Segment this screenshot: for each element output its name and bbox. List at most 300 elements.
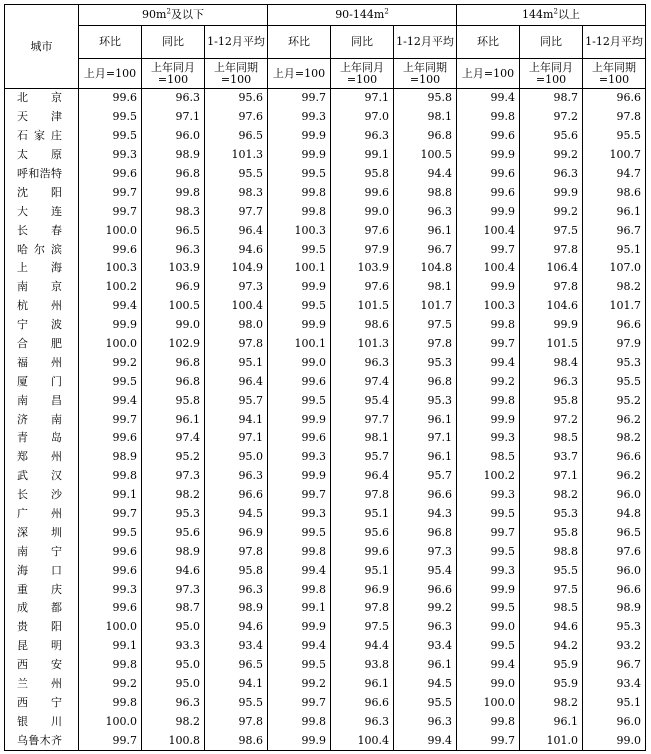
index-value-cell: 99.8 (457, 108, 520, 127)
index-value-cell: 93.4 (205, 637, 268, 656)
index-value-cell: 96.4 (205, 372, 268, 391)
index-value-cell: 97.1 (520, 467, 583, 486)
city-name-cell (5, 240, 79, 259)
table-row (5, 542, 646, 561)
index-value-cell: 96.6 (205, 486, 268, 505)
index-value-cell: 96.5 (583, 523, 646, 542)
city-name-cell (5, 467, 79, 486)
index-value-cell: 94.5 (205, 505, 268, 524)
index-value-cell: 96.0 (583, 486, 646, 505)
table-row (5, 561, 646, 580)
index-value-cell: 98.8 (394, 183, 457, 202)
index-value-cell: 95.3 (142, 505, 205, 524)
index-value-cell: 97.9 (583, 335, 646, 354)
index-value-cell: 99.6 (79, 561, 142, 580)
index-value-cell: 97.1 (331, 89, 394, 108)
index-value-cell: 95.3 (583, 353, 646, 372)
index-value-cell: 96.5 (205, 127, 268, 146)
index-value-cell: 98.5 (520, 599, 583, 618)
index-value-cell: 95.1 (583, 694, 646, 713)
index-value-cell: 98.1 (331, 429, 394, 448)
city-name-cell (5, 165, 79, 184)
index-value-cell: 96.3 (142, 240, 205, 259)
city-name-cell (5, 731, 79, 750)
city-name: 乌鲁木齐 (17, 733, 62, 747)
city-name-cell (5, 561, 79, 580)
sub-header-cell: 1-12月平均 (394, 26, 457, 59)
city-name: 沈阳 (17, 185, 62, 199)
index-value-cell: 100.1 (268, 335, 331, 354)
table-row (5, 410, 646, 429)
index-value-cell: 95.7 (331, 448, 394, 467)
city-name-cell (5, 523, 79, 542)
index-value-cell: 95.8 (331, 165, 394, 184)
index-value-cell: 99.7 (79, 410, 142, 429)
index-value-cell: 99.5 (457, 599, 520, 618)
index-value-cell: 94.1 (205, 675, 268, 694)
city-name-cell (5, 146, 79, 165)
index-value-cell: 95.0 (142, 618, 205, 637)
index-value-cell: 99.5 (268, 165, 331, 184)
index-value-cell: 99.8 (79, 694, 142, 713)
group-header-medium: $90-144m^2$ (268, 5, 457, 26)
sub-header-row (5, 26, 646, 59)
index-value-cell: 102.9 (142, 335, 205, 354)
city-name-cell (5, 259, 79, 278)
index-value-cell: 99.3 (268, 505, 331, 524)
index-value-cell: 100.2 (457, 467, 520, 486)
index-value-cell: 99.2 (520, 146, 583, 165)
city-name-cell (5, 316, 79, 335)
index-value-cell: 94.1 (205, 410, 268, 429)
index-value-cell: 95.3 (394, 391, 457, 410)
index-value-cell: 96.9 (142, 278, 205, 297)
index-value-cell: 99.5 (79, 127, 142, 146)
city-name-cell (5, 675, 79, 694)
index-value-cell: 96.3 (331, 712, 394, 731)
city-column-header: 城市 (5, 5, 79, 89)
index-value-cell: 99.9 (268, 316, 331, 335)
index-value-cell: 99.6 (331, 183, 394, 202)
city-name: 济南 (17, 412, 62, 426)
city-name: 哈尔滨 (17, 242, 62, 256)
index-value-cell: 97.3 (205, 278, 268, 297)
city-name-cell (5, 618, 79, 637)
index-value-cell: 99.3 (79, 146, 142, 165)
index-value-cell: 97.8 (205, 542, 268, 561)
index-value-cell: 95.0 (142, 656, 205, 675)
index-value-cell: 99.8 (268, 580, 331, 599)
index-value-cell: 99.3 (268, 448, 331, 467)
index-value-cell: 101.3 (205, 146, 268, 165)
index-value-cell: 95.2 (142, 448, 205, 467)
index-value-cell: 99.8 (268, 183, 331, 202)
city-name: 武汉 (17, 469, 62, 483)
index-value-cell: 97.6 (331, 221, 394, 240)
index-value-cell: 99.8 (79, 467, 142, 486)
index-value-cell: 99.5 (79, 372, 142, 391)
index-value-cell: 98.2 (142, 712, 205, 731)
index-value-cell: 98.6 (205, 731, 268, 750)
table-row (5, 240, 646, 259)
city-name-cell (5, 448, 79, 467)
city-name-cell (5, 335, 79, 354)
index-value-cell: 100.0 (79, 712, 142, 731)
city-name: 长春 (17, 223, 62, 237)
index-value-cell: 98.1 (394, 278, 457, 297)
index-value-cell: 96.3 (331, 353, 394, 372)
index-value-cell: 97.8 (331, 599, 394, 618)
index-value-cell: 95.5 (394, 694, 457, 713)
city-name: 贵阳 (17, 620, 62, 634)
table-row (5, 127, 646, 146)
index-value-cell: 96.0 (142, 127, 205, 146)
table-row (5, 637, 646, 656)
city-name: 上海 (17, 261, 62, 275)
index-value-cell: 96.8 (394, 372, 457, 391)
index-value-cell: 96.6 (583, 316, 646, 335)
base-header-cell: 上年同月=100 (520, 59, 583, 89)
index-value-cell: 95.8 (205, 561, 268, 580)
index-value-cell: 93.3 (142, 637, 205, 656)
index-value-cell: 99.5 (268, 656, 331, 675)
index-value-cell: 99.7 (268, 694, 331, 713)
sub-header-cell: 1-12月平均 (583, 26, 646, 59)
index-value-cell: 96.3 (142, 89, 205, 108)
index-value-cell: 95.7 (394, 467, 457, 486)
index-value-cell: 95.8 (394, 89, 457, 108)
index-value-cell: 97.8 (520, 278, 583, 297)
group-header-small: $90m^2$及以下 (79, 5, 268, 26)
index-value-cell: 99.5 (268, 297, 331, 316)
index-value-cell: 99.2 (394, 599, 457, 618)
index-value-cell: 96.1 (583, 202, 646, 221)
index-value-cell: 99.2 (520, 202, 583, 221)
table-row (5, 353, 646, 372)
index-value-cell: 99.0 (457, 675, 520, 694)
index-value-cell: 97.5 (331, 618, 394, 637)
index-value-cell: 97.1 (394, 429, 457, 448)
city-name: 福州 (17, 355, 62, 369)
table-row (5, 278, 646, 297)
index-value-cell: 99.8 (268, 712, 331, 731)
city-name-cell (5, 505, 79, 524)
index-value-cell: 96.9 (331, 580, 394, 599)
table-row (5, 221, 646, 240)
index-value-cell: 96.6 (583, 89, 646, 108)
index-value-cell: 99.9 (268, 127, 331, 146)
index-value-cell: 97.2 (520, 410, 583, 429)
index-value-cell: 99.4 (79, 391, 142, 410)
table-row (5, 372, 646, 391)
index-value-cell: 96.3 (520, 372, 583, 391)
index-value-cell: 100.4 (331, 731, 394, 750)
index-value-cell: 96.8 (142, 353, 205, 372)
city-name-cell (5, 108, 79, 127)
index-value-cell: 99.8 (268, 542, 331, 561)
index-value-cell: 96.8 (394, 127, 457, 146)
index-value-cell: 99.5 (268, 523, 331, 542)
index-value-cell: 98.7 (142, 599, 205, 618)
city-name: 兰州 (17, 677, 62, 691)
index-value-cell: 98.9 (205, 599, 268, 618)
index-value-cell: 99.6 (268, 372, 331, 391)
index-value-cell: 99.9 (268, 467, 331, 486)
index-value-cell: 96.3 (205, 467, 268, 486)
index-value-cell: 99.4 (457, 353, 520, 372)
table-row (5, 391, 646, 410)
index-value-cell: 99.9 (457, 410, 520, 429)
index-value-cell: 99.8 (142, 183, 205, 202)
index-value-cell: 98.9 (583, 599, 646, 618)
index-value-cell: 97.8 (331, 486, 394, 505)
index-value-cell: 99.6 (79, 165, 142, 184)
city-name-cell (5, 278, 79, 297)
index-value-cell: 95.6 (142, 523, 205, 542)
index-value-cell: 95.6 (520, 127, 583, 146)
sub-header-cell: 环比 (268, 26, 331, 59)
index-value-cell: 97.1 (205, 429, 268, 448)
index-value-cell: 99.4 (394, 731, 457, 750)
index-value-cell: 98.6 (583, 183, 646, 202)
index-value-cell: 99.3 (79, 580, 142, 599)
index-value-cell: 94.7 (583, 165, 646, 184)
index-value-cell: 96.1 (394, 410, 457, 429)
index-value-cell: 97.8 (583, 108, 646, 127)
index-value-cell: 99.7 (79, 202, 142, 221)
index-value-cell: 97.0 (331, 108, 394, 127)
index-value-cell: 100.5 (394, 146, 457, 165)
table-row (5, 448, 646, 467)
index-value-cell: 95.9 (520, 675, 583, 694)
index-value-cell: 98.2 (583, 278, 646, 297)
city-name-cell (5, 221, 79, 240)
index-value-cell: 99.3 (457, 486, 520, 505)
index-value-cell: 99.2 (79, 353, 142, 372)
table-body (5, 89, 646, 751)
index-value-cell: 97.8 (205, 335, 268, 354)
index-value-cell: 98.9 (142, 542, 205, 561)
index-value-cell: 99.9 (268, 410, 331, 429)
index-value-cell: 96.4 (331, 467, 394, 486)
index-value-cell: 96.7 (394, 240, 457, 259)
index-value-cell: 99.0 (268, 353, 331, 372)
index-value-cell: 99.7 (457, 731, 520, 750)
index-value-cell: 99.0 (331, 202, 394, 221)
index-value-cell: 99.6 (457, 127, 520, 146)
index-value-cell: 93.8 (331, 656, 394, 675)
table-row (5, 297, 646, 316)
index-value-cell: 99.9 (457, 202, 520, 221)
city-name-cell (5, 694, 79, 713)
index-value-cell: 93.4 (583, 675, 646, 694)
index-value-cell: 100.4 (205, 297, 268, 316)
index-value-cell: 99.1 (268, 599, 331, 618)
sub-header-cell: 1-12月平均 (205, 26, 268, 59)
index-value-cell: 99.5 (268, 391, 331, 410)
index-value-cell: 96.3 (394, 712, 457, 731)
index-value-cell: 95.4 (394, 561, 457, 580)
index-value-cell: 97.3 (394, 542, 457, 561)
table-row (5, 316, 646, 335)
index-value-cell: 96.8 (142, 165, 205, 184)
index-value-cell: 99.7 (457, 335, 520, 354)
index-value-cell: 97.2 (520, 108, 583, 127)
city-name-cell (5, 486, 79, 505)
index-value-cell: 100.7 (583, 146, 646, 165)
index-value-cell: 96.0 (583, 712, 646, 731)
city-name-cell (5, 89, 79, 108)
index-value-cell: 96.3 (394, 202, 457, 221)
index-value-cell: 99.9 (268, 618, 331, 637)
index-value-cell: 96.8 (142, 372, 205, 391)
city-name: 厦门 (17, 374, 62, 388)
index-value-cell: 96.2 (583, 467, 646, 486)
index-value-cell: 99.1 (79, 637, 142, 656)
index-value-cell: 99.6 (268, 429, 331, 448)
index-value-cell: 100.2 (79, 278, 142, 297)
city-name: 西宁 (17, 695, 62, 709)
index-value-cell: 98.2 (520, 486, 583, 505)
index-value-cell: 99.6 (79, 429, 142, 448)
city-name: 西安 (17, 658, 62, 672)
index-value-cell: 99.2 (457, 372, 520, 391)
base-header-row (5, 59, 646, 89)
index-value-cell: 99.3 (457, 561, 520, 580)
base-header-cell: 上月=100 (457, 59, 520, 89)
index-value-cell: 103.9 (331, 259, 394, 278)
index-value-cell: 96.3 (142, 694, 205, 713)
city-name-cell (5, 183, 79, 202)
index-value-cell: 97.9 (331, 240, 394, 259)
city-name: 深圳 (17, 525, 62, 539)
index-value-cell: 99.2 (79, 675, 142, 694)
table-row (5, 580, 646, 599)
table-row (5, 335, 646, 354)
city-name-cell (5, 599, 79, 618)
city-name: 呼和浩特 (17, 167, 62, 180)
city-name: 重庆 (17, 582, 62, 596)
index-value-cell: 95.8 (142, 391, 205, 410)
index-value-cell: 100.8 (142, 731, 205, 750)
index-value-cell: 97.5 (520, 221, 583, 240)
index-value-cell: 96.3 (520, 165, 583, 184)
index-value-cell: 99.4 (268, 561, 331, 580)
index-value-cell: 99.1 (79, 486, 142, 505)
index-value-cell: 99.7 (79, 183, 142, 202)
index-value-cell: 100.0 (79, 335, 142, 354)
index-value-cell: 94.2 (520, 637, 583, 656)
index-value-cell: 96.2 (583, 410, 646, 429)
index-value-cell: 100.3 (79, 259, 142, 278)
index-value-cell: 95.3 (394, 353, 457, 372)
index-value-cell: 100.4 (457, 221, 520, 240)
city-name-cell (5, 542, 79, 561)
city-name: 南昌 (17, 393, 62, 407)
city-name: 广州 (17, 507, 62, 521)
index-value-cell: 99.0 (457, 618, 520, 637)
index-value-cell: 95.5 (205, 694, 268, 713)
index-value-cell: 95.8 (520, 391, 583, 410)
city-name: 天津 (17, 110, 62, 124)
city-name-cell (5, 712, 79, 731)
index-value-cell: 98.2 (583, 429, 646, 448)
table-row (5, 259, 646, 278)
index-value-cell: 95.4 (331, 391, 394, 410)
index-value-cell: 100.3 (268, 221, 331, 240)
index-value-cell: 99.5 (457, 505, 520, 524)
index-value-cell: 99.6 (79, 240, 142, 259)
index-value-cell: 95.2 (583, 391, 646, 410)
index-value-cell: 99.8 (268, 202, 331, 221)
city-name: 太原 (17, 148, 62, 162)
index-value-cell: 95.5 (583, 127, 646, 146)
index-value-cell: 98.5 (520, 429, 583, 448)
index-value-cell: 101.0 (520, 731, 583, 750)
index-value-cell: 99.4 (268, 637, 331, 656)
index-value-cell: 94.6 (205, 240, 268, 259)
city-name-cell (5, 127, 79, 146)
index-value-cell: 98.6 (331, 316, 394, 335)
table-row (5, 183, 646, 202)
table-row (5, 146, 646, 165)
table-row (5, 694, 646, 713)
index-value-cell: 100.5 (142, 297, 205, 316)
index-value-cell: 95.8 (520, 523, 583, 542)
table-row (5, 505, 646, 524)
index-value-cell: 99.6 (457, 183, 520, 202)
city-name-cell (5, 353, 79, 372)
index-value-cell: 99.5 (79, 108, 142, 127)
index-value-cell: 98.9 (142, 146, 205, 165)
index-value-cell: 104.6 (520, 297, 583, 316)
index-value-cell: 93.7 (520, 448, 583, 467)
index-value-cell: 98.2 (142, 486, 205, 505)
index-value-cell: 96.5 (205, 656, 268, 675)
table-row (5, 618, 646, 637)
table-row (5, 523, 646, 542)
table-row (5, 108, 646, 127)
base-header-cell: 上年同月=100 (331, 59, 394, 89)
sub-header-cell: 同比 (142, 26, 205, 59)
index-value-cell: 99.5 (457, 542, 520, 561)
table-row (5, 712, 646, 731)
index-value-cell: 99.0 (142, 316, 205, 335)
city-name: 郑州 (17, 450, 62, 464)
index-value-cell: 94.8 (583, 505, 646, 524)
index-value-cell: 95.7 (205, 391, 268, 410)
index-value-cell: 98.2 (520, 694, 583, 713)
city-name: 长沙 (17, 488, 62, 502)
index-value-cell: 99.5 (79, 523, 142, 542)
table-row (5, 599, 646, 618)
index-value-cell: 96.1 (394, 656, 457, 675)
city-name: 宁波 (17, 318, 62, 332)
index-value-cell: 101.7 (394, 297, 457, 316)
index-value-cell: 99.4 (457, 89, 520, 108)
index-value-cell: 99.5 (457, 637, 520, 656)
index-value-cell: 99.9 (520, 183, 583, 202)
table-header (5, 5, 646, 89)
index-value-cell: 93.4 (394, 637, 457, 656)
index-value-cell: 100.0 (79, 618, 142, 637)
index-value-cell: 95.1 (583, 240, 646, 259)
index-value-cell: 98.8 (520, 542, 583, 561)
index-value-cell: 96.1 (520, 712, 583, 731)
index-value-cell: 98.3 (142, 202, 205, 221)
index-value-cell: 99.7 (79, 731, 142, 750)
index-value-cell: 104.8 (394, 259, 457, 278)
